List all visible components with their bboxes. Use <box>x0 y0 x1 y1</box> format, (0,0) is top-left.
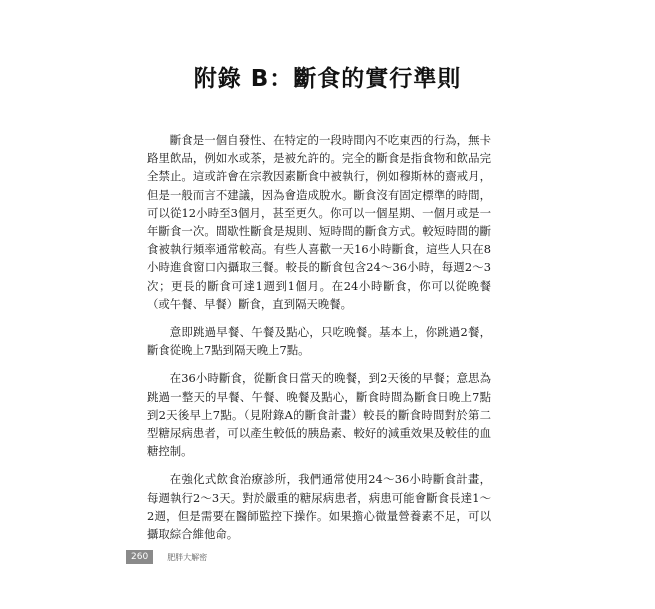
paragraph: 在36小時斷食，從斷食日當天的晚餐，到2天後的早餐；意思為跳過一整天的早餐、午餐、晚餐及點心，斷食時間為斷食日晚上7點到2天後早上7點。（見附錄A的斷食計畫）較長的斷食時間對於第二型糖尿病患者，可以產生較低的胰島素、較好的減重效果及較佳的血糖控制。 <box>147 371 491 459</box>
body-text <box>147 131 491 543</box>
page-title: 附錄 B：斷食的實行準則 <box>193 66 462 92</box>
paragraph: 斷食是一個自發性、在特定的一段時間內不吃東西的行為，無卡路里飲品，例如水或茶，是被允許的。完全的斷食是指食物和飲品完全禁止。這或許會在宗教因素斷食中被執行，例如穆斯林的齋戒月，但是一般而言不建議，因為會造成脫水。斷食沒有固定標準的時間，可以從12小時至3個月，甚至更久。你可以一個星期、一個月或是一年斷食一次。間歇性斷食是規則、短時間的斷食方式。較短時間的斷食被執行頻率通常較高。有些人喜歡一天16小時斷食，這些人只在8小時進食窗口內攝取三餐。較長的斷食包含24～36小時，每週2～3次；更長的斷食可達1週到1個月。在24小時斷食，你可以從晚餐（或午餐、早餐）斷食，直到隔天晚餐。 <box>147 133 491 311</box>
page-number: 260 <box>126 550 153 564</box>
running-title: 肥胖大解密 <box>167 552 208 562</box>
page-footer <box>126 550 207 564</box>
paragraph: 意即跳過早餐、午餐及點心，只吃晚餐。基本上，你跳過2餐，斷食從晚上7點到隔天晚上7點。 <box>147 325 491 358</box>
paragraph: 在強化式飲食治療診所，我們通常使用24～36小時斷食計畫，每週執行2～3天。對於嚴重的糖尿病患者，病患可能會斷食長達1～2週，但是需要在醫師監控下操作。如果擔心微量營養素不足，可以攝取綜合維他命。 <box>147 472 491 542</box>
